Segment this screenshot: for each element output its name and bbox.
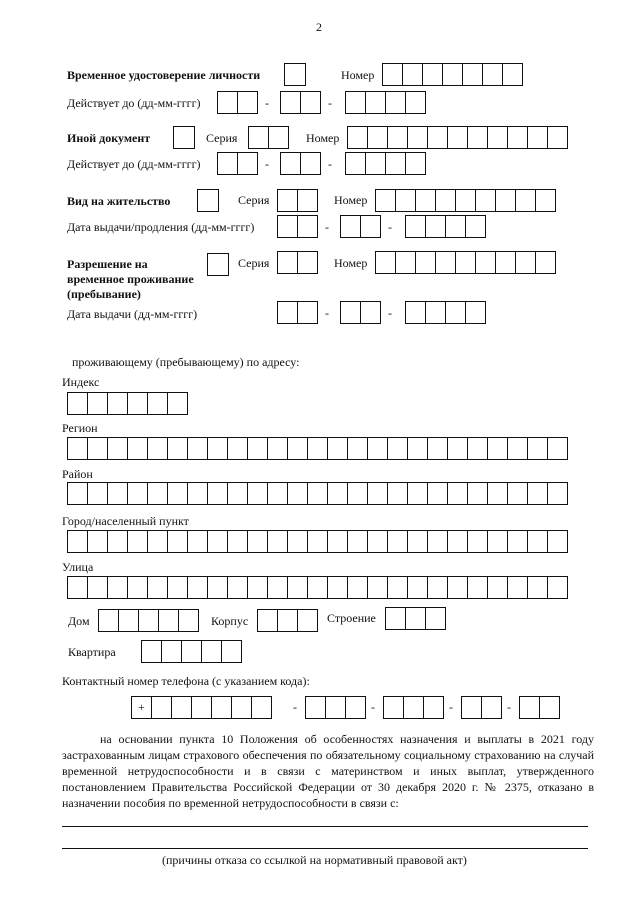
apartment-cells[interactable] [141,640,242,663]
input-cell[interactable] [465,301,486,324]
input-cell[interactable] [307,437,328,460]
residence-permit-year-cells[interactable] [405,215,486,238]
city-cells[interactable] [67,530,568,553]
input-cell[interactable] [211,696,232,719]
other-doc-month-cells[interactable] [280,152,321,175]
input-cell[interactable] [375,251,396,274]
input-cell[interactable] [427,126,448,149]
separator: - [388,306,392,320]
input-cell[interactable] [251,696,272,719]
input-cell[interactable] [407,437,428,460]
input-cell[interactable] [385,91,406,114]
input-cell[interactable] [427,437,448,460]
separator: - [507,700,511,714]
input-cell[interactable] [267,437,288,460]
input-cell[interactable] [462,63,483,86]
input-cell[interactable] [247,482,268,505]
input-cell[interactable] [507,482,528,505]
basis-paragraph [62,731,594,811]
input-cell[interactable] [487,482,508,505]
input-cell[interactable] [405,607,426,630]
building-label: Корпус [211,614,249,628]
input-cell[interactable] [461,696,482,719]
input-cell[interactable] [247,530,268,553]
input-cell[interactable] [502,63,523,86]
input-cell[interactable] [247,437,268,460]
input-cell[interactable] [227,576,248,599]
input-cell[interactable] [360,215,381,238]
input-cell[interactable] [67,392,88,415]
input-cell[interactable] [268,126,289,149]
temp-id-month-cells[interactable] [280,91,321,114]
address-intro: проживающему (пребывающему) по адресу: [72,355,300,369]
input-cell[interactable] [487,437,508,460]
temp-residence-title-3: (пребывание) [67,287,141,301]
input-cell[interactable] [67,482,88,505]
input-cell[interactable] [547,126,568,149]
input-cell[interactable] [367,482,388,505]
temp-id-year-cells[interactable] [345,91,426,114]
input-cell[interactable] [287,482,308,505]
temp-residence-number-label: Номер [334,256,368,270]
input-cell[interactable] [158,609,179,632]
input-cell[interactable] [227,482,248,505]
other-doc-valid-label: Действует до (дд-мм-гггг) [67,157,201,171]
phone-part3-cells[interactable] [519,696,560,719]
input-cell[interactable] [267,482,288,505]
input-cell[interactable] [181,640,202,663]
input-cell[interactable] [527,126,548,149]
refusal-reason-line-1[interactable] [62,826,588,827]
input-cell[interactable] [141,640,162,663]
temp-id-valid-label: Действует до (дд-мм-гггг) [67,96,201,110]
temp-residence-date-label: Дата выдачи (дд-мм-гггг) [67,307,198,321]
temp-residence-title-1: Разрешение на [67,257,148,271]
residence-permit-number-cells[interactable] [375,189,556,212]
temp-id-number-cells[interactable] [382,63,523,86]
input-cell[interactable] [277,609,298,632]
other-doc-series-cells[interactable] [248,126,289,149]
input-cell[interactable] [87,482,108,505]
separator: - [371,700,375,714]
input-cell[interactable] [277,189,298,212]
input-cell[interactable] [547,576,568,599]
input-cell[interactable] [178,609,199,632]
temp-id-checkbox[interactable] [284,63,306,86]
residence-permit-checkbox[interactable] [197,189,219,212]
other-doc-series-label: Серия [206,131,238,145]
other-doc-number-cells[interactable] [347,126,568,149]
separator: - [449,700,453,714]
residence-permit-month-cells[interactable] [340,215,381,238]
input-cell[interactable] [403,696,424,719]
apartment-label: Квартира [68,645,116,659]
separator: - [265,157,269,171]
input-cell[interactable] [527,437,548,460]
input-cell[interactable] [300,91,321,114]
input-cell[interactable] [527,530,548,553]
temp-residence-day-cells[interactable] [277,301,318,324]
input-cell[interactable] [375,189,396,212]
input-cell[interactable] [147,392,168,415]
input-cell[interactable] [67,576,88,599]
temp-residence-series-cells[interactable] [277,251,318,274]
input-cell[interactable] [340,301,361,324]
other-doc-day-cells[interactable] [217,152,258,175]
index-label: Индекс [62,375,100,389]
input-cell[interactable] [445,301,466,324]
input-cell[interactable] [307,482,328,505]
temp-id-number-label: Номер [341,68,375,82]
input-cell[interactable] [447,576,468,599]
input-cell[interactable] [107,576,128,599]
input-cell[interactable] [167,392,188,415]
basis-text-rest: 2021 году застрахованным лицам страхового обеспечения по обязательному социальному страхованию на случай временной нетрудоспособности и в связи с материнством и иных выплат, утвержденного постановлением Правительства Российской Федерации от 30 декабря 2020 г. № 2375, отказано в назначении пособия по временной нетрудоспособности в связи с: [62,732,594,810]
input-cell[interactable] [447,530,468,553]
input-cell[interactable] [405,152,426,175]
input-cell[interactable] [475,189,496,212]
input-cell[interactable] [167,437,188,460]
input-cell[interactable] [365,91,386,114]
residence-permit-series-label: Серия [238,193,270,207]
input-cell[interactable] [383,696,404,719]
input-cell[interactable] [307,576,328,599]
input-cell[interactable] [247,576,268,599]
temp-id-day-cells[interactable] [217,91,258,114]
input-cell[interactable] [455,189,476,212]
phone-label: Контактный номер телефона (с указанием кода): [62,674,310,688]
input-cell[interactable] [187,482,208,505]
input-cell[interactable] [277,251,298,274]
region-label: Регион [62,421,98,435]
temp-residence-checkbox[interactable] [207,253,229,276]
region-cells[interactable] [67,437,568,460]
input-cell[interactable] [347,126,368,149]
separator: - [328,96,332,110]
input-cell[interactable] [415,251,436,274]
input-cell[interactable] [435,251,456,274]
input-cell[interactable] [297,215,318,238]
building-cells[interactable] [257,609,318,632]
street-label: Улица [62,560,94,574]
input-cell[interactable] [297,301,318,324]
other-doc-title: Иной документ [67,131,151,145]
input-cell[interactable] [147,576,168,599]
input-cell[interactable] [445,215,466,238]
district-label: Район [62,467,93,481]
input-cell[interactable] [519,696,540,719]
input-cell[interactable] [287,576,308,599]
input-cell[interactable] [427,576,448,599]
input-cell[interactable] [427,482,448,505]
input-cell[interactable] [227,530,248,553]
input-cell[interactable] [425,215,446,238]
input-cell[interactable] [297,251,318,274]
separator: - [325,306,329,320]
temp-residence-month-cells[interactable] [340,301,381,324]
input-cell[interactable] [515,251,536,274]
input-cell[interactable] [280,91,301,114]
input-cell[interactable] [345,152,366,175]
input-cell[interactable] [481,696,502,719]
input-cell[interactable] [231,696,252,719]
input-cell[interactable] [467,530,488,553]
input-cell[interactable] [385,152,406,175]
input-cell[interactable] [345,91,366,114]
input-cell[interactable] [167,530,188,553]
input-cell[interactable] [427,530,448,553]
input-cell[interactable] [297,609,318,632]
residence-permit-number-label: Номер [334,193,368,207]
input-cell[interactable] [67,437,88,460]
input-cell[interactable] [98,609,119,632]
input-cell[interactable] [415,189,436,212]
input-cell[interactable] [539,696,560,719]
temp-residence-year-cells[interactable] [405,301,486,324]
temp-residence-title-2: временное проживание [67,272,194,286]
input-cell[interactable] [201,640,222,663]
input-cell[interactable] [387,576,408,599]
input-cell[interactable] [442,63,463,86]
input-cell[interactable] [467,126,488,149]
input-cell[interactable] [107,530,128,553]
input-cell[interactable] [487,530,508,553]
input-cell[interactable] [507,576,528,599]
input-cell[interactable] [227,437,248,460]
house-label: Дом [68,614,90,628]
input-cell[interactable] [267,530,288,553]
index-cells[interactable] [67,392,188,415]
refusal-reason-line-2[interactable] [62,848,588,849]
input-cell[interactable] [217,152,238,175]
input-cell[interactable] [425,301,446,324]
separator: - [265,96,269,110]
input-cell[interactable] [447,126,468,149]
input-cell[interactable] [167,482,188,505]
input-cell[interactable] [547,482,568,505]
input-cell[interactable] [237,152,258,175]
input-cell[interactable] [327,482,348,505]
input-cell[interactable] [107,437,128,460]
input-cell[interactable] [327,437,348,460]
input-cell[interactable] [147,530,168,553]
input-cell[interactable] [287,530,308,553]
input-cell[interactable] [395,189,416,212]
input-cell[interactable] [107,482,128,505]
other-doc-checkbox[interactable] [173,126,195,149]
input-cell[interactable] [467,437,488,460]
input-cell[interactable] [347,530,368,553]
input-cell[interactable] [248,126,269,149]
input-cell[interactable] [367,437,388,460]
page-number: 2 [316,20,322,34]
input-cell[interactable] [347,576,368,599]
input-cell[interactable] [387,482,408,505]
input-cell[interactable] [297,189,318,212]
input-cell[interactable] [507,530,528,553]
input-cell[interactable] [527,576,548,599]
input-cell[interactable] [367,530,388,553]
input-cell[interactable] [280,152,301,175]
structure-cells[interactable] [385,607,446,630]
input-cell[interactable] [325,696,346,719]
input-cell[interactable] [67,530,88,553]
separator: - [325,220,329,234]
input-cell[interactable] [367,576,388,599]
separator: - [388,220,392,234]
input-cell[interactable] [257,609,278,632]
input-cell[interactable] [495,251,516,274]
input-cell[interactable] [387,126,408,149]
phone-country-cells[interactable] [131,696,272,719]
residence-permit-date-label: Дата выдачи/продления (дд-мм-гггг) [67,220,255,234]
input-cell[interactable] [407,576,428,599]
input-cell[interactable] [447,437,468,460]
street-cells[interactable] [67,576,568,599]
input-cell[interactable] [87,576,108,599]
input-cell[interactable] [171,696,192,719]
input-cell[interactable] [267,576,288,599]
input-cell[interactable] [405,91,426,114]
input-cell[interactable] [307,530,328,553]
house-cells[interactable] [98,609,199,632]
input-cell[interactable] [482,63,503,86]
input-cell[interactable] [127,482,148,505]
input-cell[interactable] [207,437,228,460]
input-cell[interactable] [407,126,428,149]
input-cell[interactable] [447,482,468,505]
input-cell[interactable] [87,530,108,553]
other-doc-year-cells[interactable] [345,152,426,175]
input-cell[interactable] [107,392,128,415]
input-cell[interactable] [187,530,208,553]
input-cell[interactable] [207,482,228,505]
residence-permit-title: Вид на жительство [67,194,171,208]
input-cell[interactable] [300,152,321,175]
input-cell[interactable] [495,189,516,212]
input-cell[interactable] [407,530,428,553]
input-cell[interactable] [387,437,408,460]
input-cell[interactable] [277,301,298,324]
input-cell[interactable] [487,576,508,599]
input-cell[interactable] [405,301,426,324]
input-cell[interactable] [161,640,182,663]
input-cell[interactable] [455,251,476,274]
input-cell[interactable] [187,576,208,599]
input-cell[interactable] [147,482,168,505]
input-cell[interactable] [387,530,408,553]
residence-permit-day-cells[interactable] [277,215,318,238]
input-cell[interactable] [167,576,188,599]
input-cell[interactable] [465,215,486,238]
input-cell[interactable] [382,63,403,86]
input-cell[interactable] [422,63,443,86]
input-cell[interactable] [425,607,446,630]
input-cell[interactable] [423,696,444,719]
input-cell[interactable] [535,189,556,212]
input-cell[interactable] [118,609,139,632]
structure-label: Строение [327,611,376,625]
input-cell[interactable] [402,63,423,86]
refusal-caption: (причины отказа со ссылкой на нормативный правовой акт) [162,853,467,867]
input-cell[interactable] [127,530,148,553]
input-cell[interactable] [405,215,426,238]
input-cell[interactable] [487,126,508,149]
input-cell[interactable] [87,437,108,460]
input-cell[interactable] [347,437,368,460]
input-cell[interactable] [515,189,536,212]
input-cell[interactable] [147,437,168,460]
input-cell[interactable] [507,126,528,149]
input-cell[interactable] [127,392,148,415]
phone-code-cells[interactable] [305,696,366,719]
input-cell[interactable] [547,530,568,553]
input-cell[interactable] [87,392,108,415]
input-cell[interactable] [287,437,308,460]
input-cell[interactable] [435,189,456,212]
input-cell[interactable] [360,301,381,324]
input-cell[interactable] [407,482,428,505]
phone-part1-cells[interactable] [383,696,444,719]
input-cell[interactable] [365,152,386,175]
temp-residence-number-cells[interactable] [375,251,556,274]
input-cell[interactable] [385,607,406,630]
input-cell[interactable] [138,609,159,632]
input-cell[interactable] [345,696,366,719]
input-cell[interactable] [340,215,361,238]
input-cell[interactable] [467,482,488,505]
input-cell[interactable] [305,696,326,719]
input-cell[interactable] [395,251,416,274]
input-cell[interactable] [507,437,528,460]
phone-part2-cells[interactable] [461,696,502,719]
temp-id-title: Временное удостоверение личности [67,68,261,82]
input-cell[interactable] [187,437,208,460]
input-cell[interactable] [547,437,568,460]
other-doc-number-label: Номер [306,131,340,145]
input-cell[interactable] [527,482,548,505]
input-cell[interactable] [367,126,388,149]
input-cell[interactable] [467,576,488,599]
city-label: Город/населенный пункт [62,514,189,528]
input-cell[interactable] [207,530,228,553]
input-cell[interactable] [347,482,368,505]
input-cell[interactable] [475,251,496,274]
input-cell[interactable] [327,576,348,599]
district-cells[interactable] [67,482,568,505]
input-cell[interactable] [221,640,242,663]
separator: - [293,700,297,714]
residence-permit-series-cells[interactable] [277,189,318,212]
phone-plus-sign: + [138,700,145,714]
input-cell[interactable] [127,437,148,460]
input-cell[interactable] [207,576,228,599]
input-cell[interactable] [277,215,298,238]
input-cell[interactable] [327,530,348,553]
basis-text-first: на основании пункта 10 Положения об особенностях назначения и выплаты в [100,732,535,746]
temp-residence-series-label: Серия [238,256,270,270]
input-cell[interactable] [151,696,172,719]
input-cell[interactable] [191,696,212,719]
input-cell[interactable] [217,91,238,114]
separator: - [328,157,332,171]
input-cell[interactable] [535,251,556,274]
input-cell[interactable] [237,91,258,114]
input-cell[interactable] [127,576,148,599]
